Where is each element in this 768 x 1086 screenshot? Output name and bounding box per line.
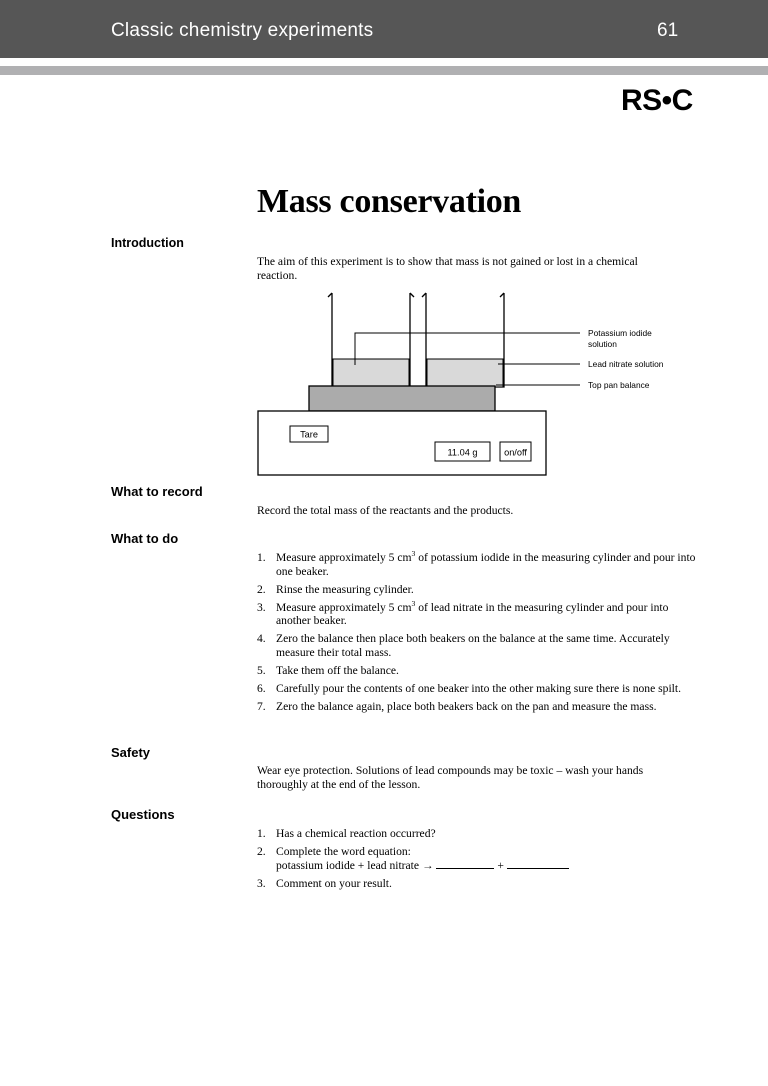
list-item	[257, 827, 697, 841]
list-item-number: 2.	[257, 582, 266, 596]
onoff-button-label[interactable]: on/off	[504, 447, 527, 458]
question-prompt: Complete the word equation:	[276, 845, 411, 859]
list-item-text	[276, 598, 697, 628]
list-item-number: 5.	[257, 664, 266, 678]
list-item-text	[276, 664, 697, 678]
list-item	[257, 551, 697, 578]
what-to-record-paragraph: Record the total mass of the reactants and the products.	[257, 504, 514, 517]
list-item-text: Comment on your result.	[276, 876, 392, 890]
step-text-pre: Carefully pour the contents of one beaker into the other making sure there is none spilt.	[276, 682, 682, 696]
section-heading-introduction: Introduction	[111, 236, 184, 250]
list-item	[257, 583, 697, 597]
step-text-pre: Rinse the measuring cylinder.	[276, 582, 414, 596]
label-potassium-iodide-line2: solution	[588, 339, 617, 349]
list-item-number: 1.	[257, 827, 266, 840]
section-heading-questions: Questions	[111, 807, 175, 822]
page-number: 61	[657, 20, 679, 41]
list-item	[257, 682, 697, 696]
step-text-post: of potassium iodide in the measuring cylinder and pour into one beaker.	[276, 551, 696, 578]
step-text-pre: Take them off the balance.	[276, 664, 399, 678]
step-text-pre: Measure approximately 5 cm	[276, 551, 412, 564]
questions-list	[257, 827, 697, 895]
list-item-number: 6.	[257, 682, 266, 696]
list-item	[257, 598, 697, 628]
balance-display-reading: 11.04 g	[447, 447, 478, 458]
safety-paragraph: Wear eye protection. Solutions of lead compounds may be toxic – wash your hands thoroughly at the end of the lesson.	[257, 764, 644, 792]
list-item-number: 1.	[257, 551, 266, 564]
page-title: Mass conservation	[257, 183, 522, 220]
label-lead-nitrate-solution: Lead nitrate solution	[588, 359, 664, 369]
label-potassium-iodide-line1: Potassium iodide	[588, 328, 652, 338]
header-rule	[0, 66, 768, 75]
list-item-number: 7.	[257, 700, 266, 714]
list-item-text	[276, 682, 697, 696]
step-superscript: 3	[411, 549, 416, 559]
equation-plus-sign: +	[497, 858, 504, 872]
step-text-pre: Zero the balance again, place both beakers back on the pan and measure the mass.	[276, 700, 657, 714]
list-item-text	[276, 583, 697, 597]
list-item-text: Has a chemical reaction occurred?	[276, 827, 436, 840]
step-text-pre: Zero the balance then place both beakers on the balance at the same time. Accurately measure their total mass.	[276, 632, 670, 660]
introduction-paragraph: The aim of this experiment is to show that mass is not gained or lost in a chemical reaction.	[257, 255, 638, 283]
list-item-number: 3.	[257, 600, 266, 614]
section-heading-safety: Safety	[111, 745, 151, 760]
list-item	[257, 845, 697, 872]
list-item-text	[276, 845, 697, 872]
word-equation: potassium iodide + lead nitrate →	[276, 858, 434, 872]
what-to-do-list	[257, 551, 697, 718]
section-heading-what-to-do: What to do	[111, 531, 179, 546]
tare-button-label[interactable]: Tare	[300, 429, 318, 440]
header-title: Classic chemistry experiments	[111, 20, 374, 41]
list-item-text	[276, 700, 697, 714]
list-item-number: 2.	[257, 845, 266, 859]
list-item	[257, 664, 697, 678]
list-item-number: 4.	[257, 632, 266, 646]
step-superscript: 3	[411, 598, 416, 608]
list-item	[257, 632, 697, 659]
label-top-pan-balance: Top pan balance	[588, 380, 650, 390]
list-item-text	[276, 551, 697, 578]
section-heading-what-to-record: What to record	[111, 484, 203, 499]
list-item-number: 3.	[257, 876, 266, 890]
list-item	[257, 877, 697, 891]
rsc-logo: RS•C	[621, 84, 693, 117]
list-item	[257, 700, 697, 714]
answer-blank-2[interactable]	[507, 859, 569, 869]
answer-blank-1[interactable]	[436, 859, 494, 869]
apparatus-diagram	[250, 285, 710, 480]
list-item-text	[276, 632, 697, 659]
step-text-pre: Measure approximately 5 cm	[276, 600, 412, 614]
step-text-post: of lead nitrate in the measuring cylinder and pour into another beaker.	[276, 600, 669, 628]
